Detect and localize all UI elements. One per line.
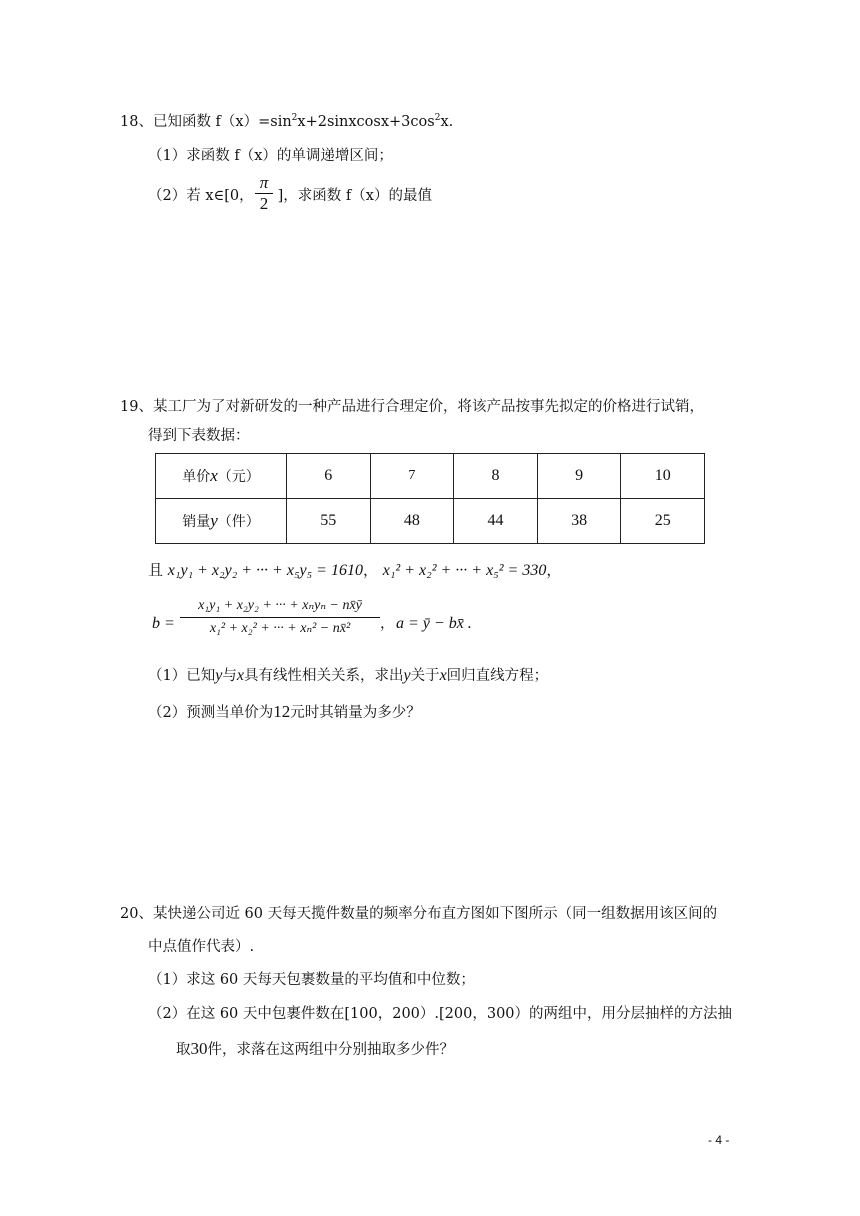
q18-stem-mid: x+2sinxcosx+3cos xyxy=(297,114,435,130)
q18-part1: （1）求函数 f（x）的单调递增区间； xyxy=(148,148,393,164)
q18-stem-pre: 18、已知函数 f（x）=sin xyxy=(120,114,292,130)
table-cell: 10 xyxy=(621,454,705,499)
q19-part2: （2）预测当单价为12元时其销量为多少？ xyxy=(148,702,421,721)
table-cell: 8 xyxy=(454,454,538,499)
table-row-price xyxy=(156,454,705,499)
table-row-sales xyxy=(156,499,705,544)
table-cell: 55 xyxy=(287,499,371,544)
q20-part2-line2: 取30件，求落在这两组中分别抽取多少件？ xyxy=(176,1039,454,1058)
q20-line2: 中点值作代表）. xyxy=(148,939,255,955)
table-cell: 48 xyxy=(370,499,454,544)
table-cell: 38 xyxy=(537,499,621,544)
q18-frac-den: 2 xyxy=(259,194,269,213)
table-cell: 9 xyxy=(537,454,621,499)
q19-b-sep: ， xyxy=(380,616,395,632)
q18-stem-post: x. xyxy=(440,114,454,130)
table-cell: 25 xyxy=(621,499,705,544)
q19-part1: （1）已知y与x具有线性相关关系，求出y关于x回归直线方程； xyxy=(148,667,549,684)
q19-a-formula: a = ȳ − bx̄ . xyxy=(396,615,472,632)
q18-pi-fraction xyxy=(255,174,273,213)
q19-line1: 19、某工厂为了对新研发的一种产品进行合理定价，将该产品按事先拟定的价格进行试销， xyxy=(120,399,704,415)
q18-stem xyxy=(120,112,453,132)
q18-frac-num: π xyxy=(259,173,269,192)
table-cell: 7 xyxy=(370,454,454,499)
q19-cond-pre: 且 xyxy=(148,561,164,579)
q19-conditions: 且 x₁y₁ + x₂y₂ + ··· + x₅y₅ = 1610， x₁² + x₂² + ··· + x₅² = 330， xyxy=(148,561,562,579)
q19-b-fraction-bar xyxy=(180,617,380,618)
table-cell: 44 xyxy=(454,499,538,544)
q20-part1: （1）求这 60 天每天包裹数量的平均值和中位数； xyxy=(148,972,475,988)
q20-part2-line1: （2）在这 60 天中包裹件数在[100，200）.[200，300）的两组中，用分层抽样的方法抽 xyxy=(148,1006,733,1022)
q18-sup1: 2 xyxy=(291,113,298,124)
q20-line1: 20、某快递公司近 60 天每天揽件数量的频率分布直方图如下图所示（同一组数据用该区间的 xyxy=(120,906,718,922)
q19-b-fraction xyxy=(180,597,380,638)
q19-cond2-formula: x₁² + x₂² + ··· + x₅² = 330 xyxy=(382,562,547,579)
table-cell: 6 xyxy=(287,454,371,499)
q19-b-numerator: x₁y₁ + x₂y₂ + ··· + xₙyₙ − nx̄ȳ xyxy=(198,598,362,613)
q18-part2 xyxy=(148,186,432,206)
page-number: - 4 - xyxy=(708,1133,730,1147)
q19-b-denominator: x₁² + x₂² + ··· + xₙ² − nx̄² xyxy=(209,621,351,636)
q18-sup2: 2 xyxy=(434,113,441,124)
q19-cond1-formula: x₁y₁ + x₂y₂ + ··· + x₅y₅ = 1610 xyxy=(167,562,363,579)
table-header-price: 单价x（元） xyxy=(156,454,287,499)
q18-part2-post: ]，求函数 f（x）的最值 xyxy=(277,188,432,204)
q19-b-lhs: b = xyxy=(152,615,175,632)
q19-line2: 得到下表数据： xyxy=(148,428,250,444)
q19-data-table xyxy=(155,453,705,544)
q18-part2-pre: （2）若 x∈[0， xyxy=(148,188,254,204)
table-header-sales: 销量y（件） xyxy=(156,499,287,544)
